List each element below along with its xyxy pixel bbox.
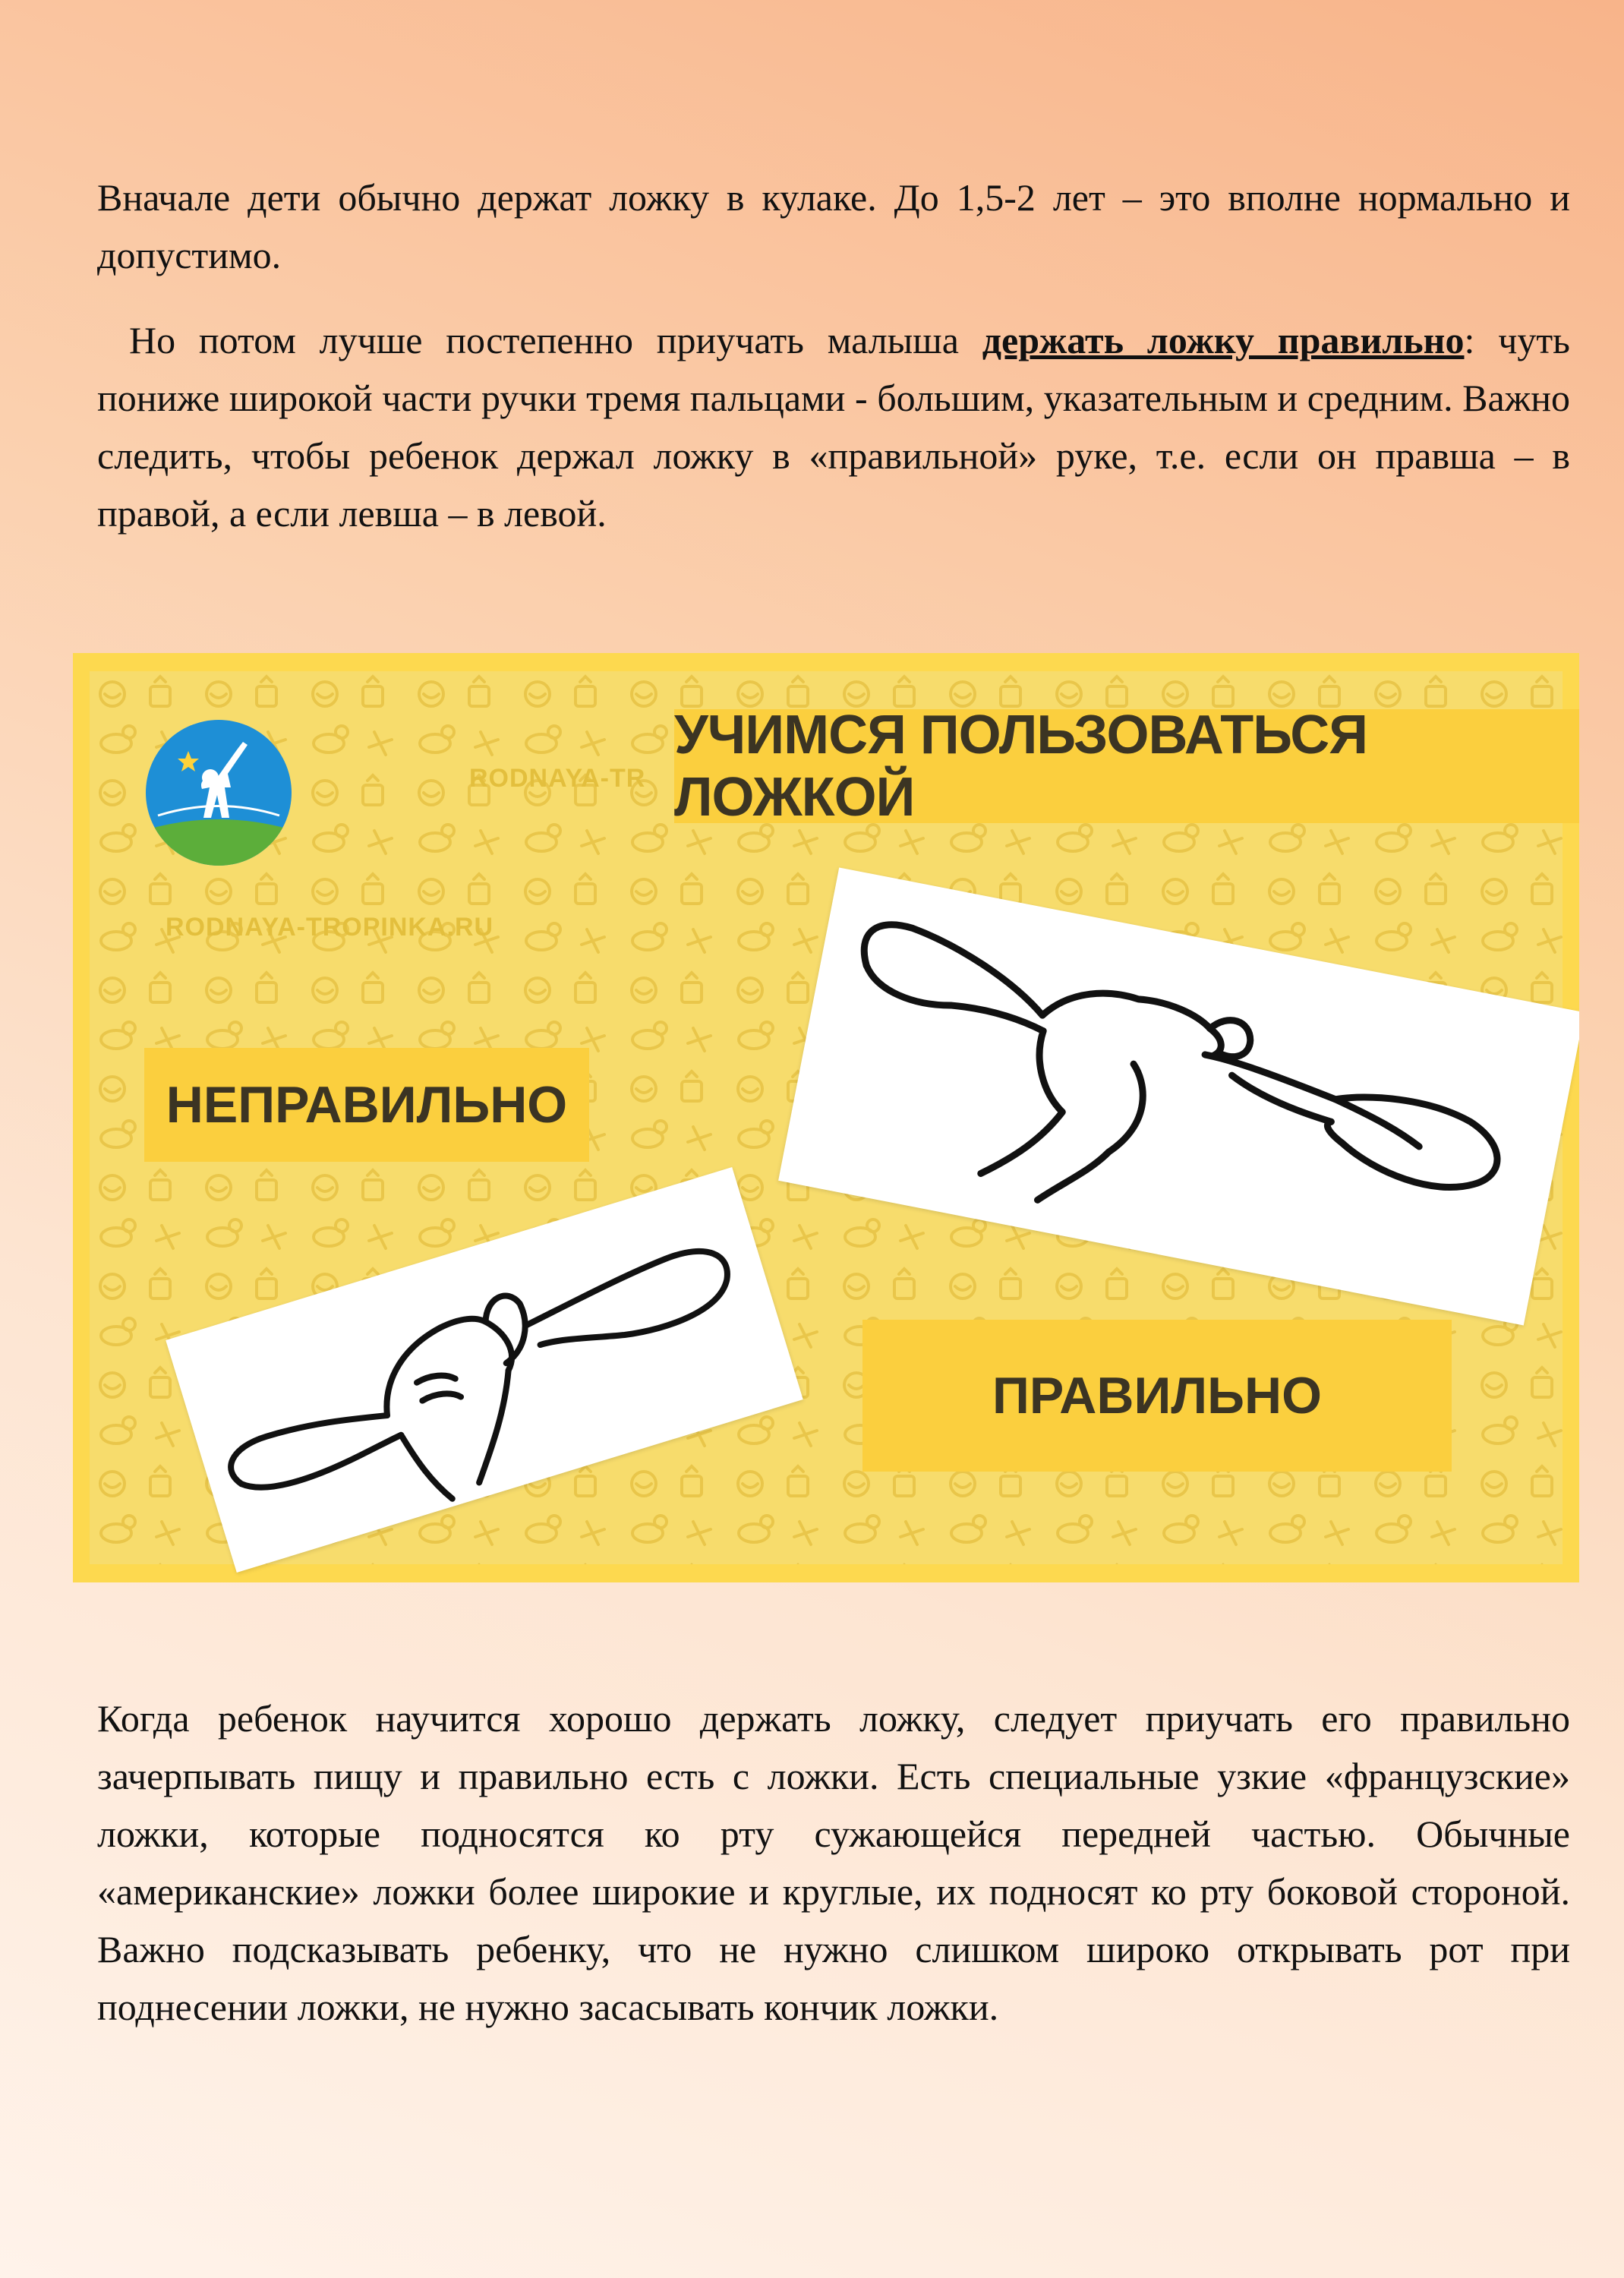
paragraph-intro-text: Вначале дети обычно держат ложку в кулаке. До 1,5-2 лет – это вполне нормально и допустимо. <box>97 176 1570 276</box>
label-incorrect: НЕПРАВИЛЬНО <box>144 1048 589 1162</box>
paragraph-text: Но потом лучше постепенно приучать малыша <box>129 319 982 361</box>
paragraph-scooping-food <box>97 1690 1570 2036</box>
paragraph-scooping-text: Когда ребенок научится хорошо держать ложку, следует приучать его правильно зачерпывать пищу и правильно есть с ложки. Есть специальные узкие «французские» ложки, которые подносятся ко рту сужающейся передней частью. Обычные «американские» ложки более широкие и круглые, их подносят ко рту боковой стороной. Важно подсказывать ребенку, что не нужно слишком широко открывать рот при поднесении ложки, не нужно засасывать кончик ложки. <box>97 1697 1570 2028</box>
paragraph-text: : чуть пониже широкой части ручки тремя пальцами - большим, указательным и средним. Важно следить, чтобы ребенок держал ложку в «правильной» руке, т.е. если он правша – в правой, а если левша – в левой. <box>97 319 1570 535</box>
spoon-grip-illustration <box>73 653 1579 1582</box>
emphasis-hold-spoon-correctly: держать ложку правильно <box>982 319 1465 361</box>
child-with-star-logo-icon <box>143 717 295 869</box>
watermark-text: RODNAYA-TR <box>469 764 646 793</box>
illustration-title: УЧИМСЯ ПОЛЬЗОВАТЬСЯ ЛОЖКОЙ <box>674 709 1579 823</box>
paragraph-intro <box>97 169 1570 284</box>
watermark-text: RODNAYA-TROPINKA.RU <box>166 913 494 942</box>
label-correct: ПРАВИЛЬНО <box>862 1320 1452 1472</box>
illustration-background <box>90 671 1563 1564</box>
paragraph-correct-grip <box>97 311 1570 542</box>
